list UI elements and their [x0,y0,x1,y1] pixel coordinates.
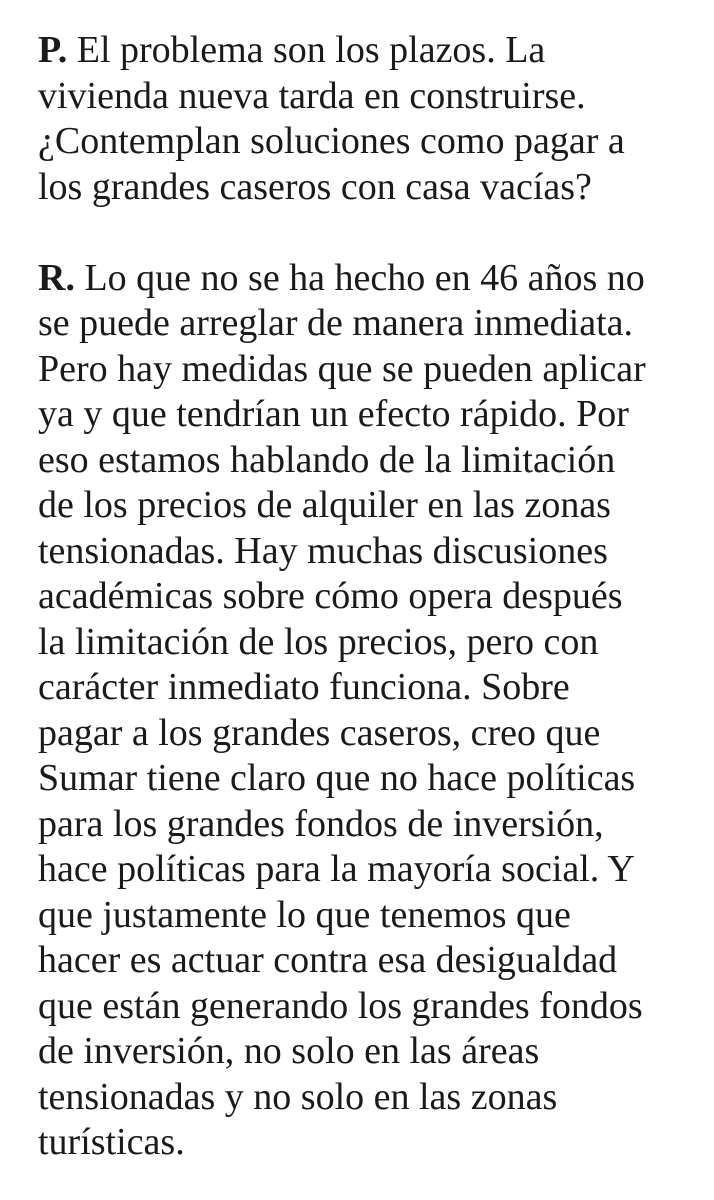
text-line: Sumar tiene claro que no hace políticas [38,757,636,799]
text-line [38,256,688,302]
text-line: ya y que tendrían un efecto rápido. Por [38,393,629,435]
question-speaker: P. [38,29,68,71]
text-line: turísticas. [38,1121,185,1163]
answer-paragraph [38,256,688,1166]
text-line: tensionadas. Hay muchas discusiones [38,529,608,572]
text-line: de los precios de alquiler en las zonas [38,484,611,526]
text-line: pagar a los grandes caseros, creo que [38,711,601,754]
question-text: El problema son los plazos. La [76,29,546,71]
text-line: carácter inmediato funciona. Sobre [38,666,570,708]
text-line: tensionadas y no solo en las zonas [38,1075,558,1118]
text-line: hacer es actuar contra esa desigualdad [38,939,618,981]
text-line: académicas sobre cómo opera después [38,575,623,617]
text-line: vivienda nueva tarda en construirse. [38,74,586,117]
text-line: la limitación de los precios, pero con [38,620,599,663]
text-line: se puede arreglar de manera inmediata. [38,302,634,344]
answer-text: Lo que no se ha hecho en 46 años no [84,256,645,299]
text-line: que justamente lo que tenemos que [38,893,571,936]
text-line: eso estamos hablando de la limitación [38,438,616,481]
text-line: Pero hay medidas que se pueden aplicar [38,347,646,390]
question-paragraph [38,28,688,210]
text-line: que están generando los grandes fondos [38,984,643,1027]
text-line: los grandes caseros con casa vacías? [38,165,592,208]
text-line: para los grandes fondos de inversión, [38,802,604,845]
text-line [38,28,688,74]
text-line: de inversión, no solo en las áreas [38,1030,540,1072]
interview-article [38,28,688,1166]
text-line: ¿Contemplan soluciones como pagar a [38,120,625,162]
answer-speaker: R. [38,256,75,299]
text-line: hace políticas para la mayoría social. Y [38,848,635,890]
